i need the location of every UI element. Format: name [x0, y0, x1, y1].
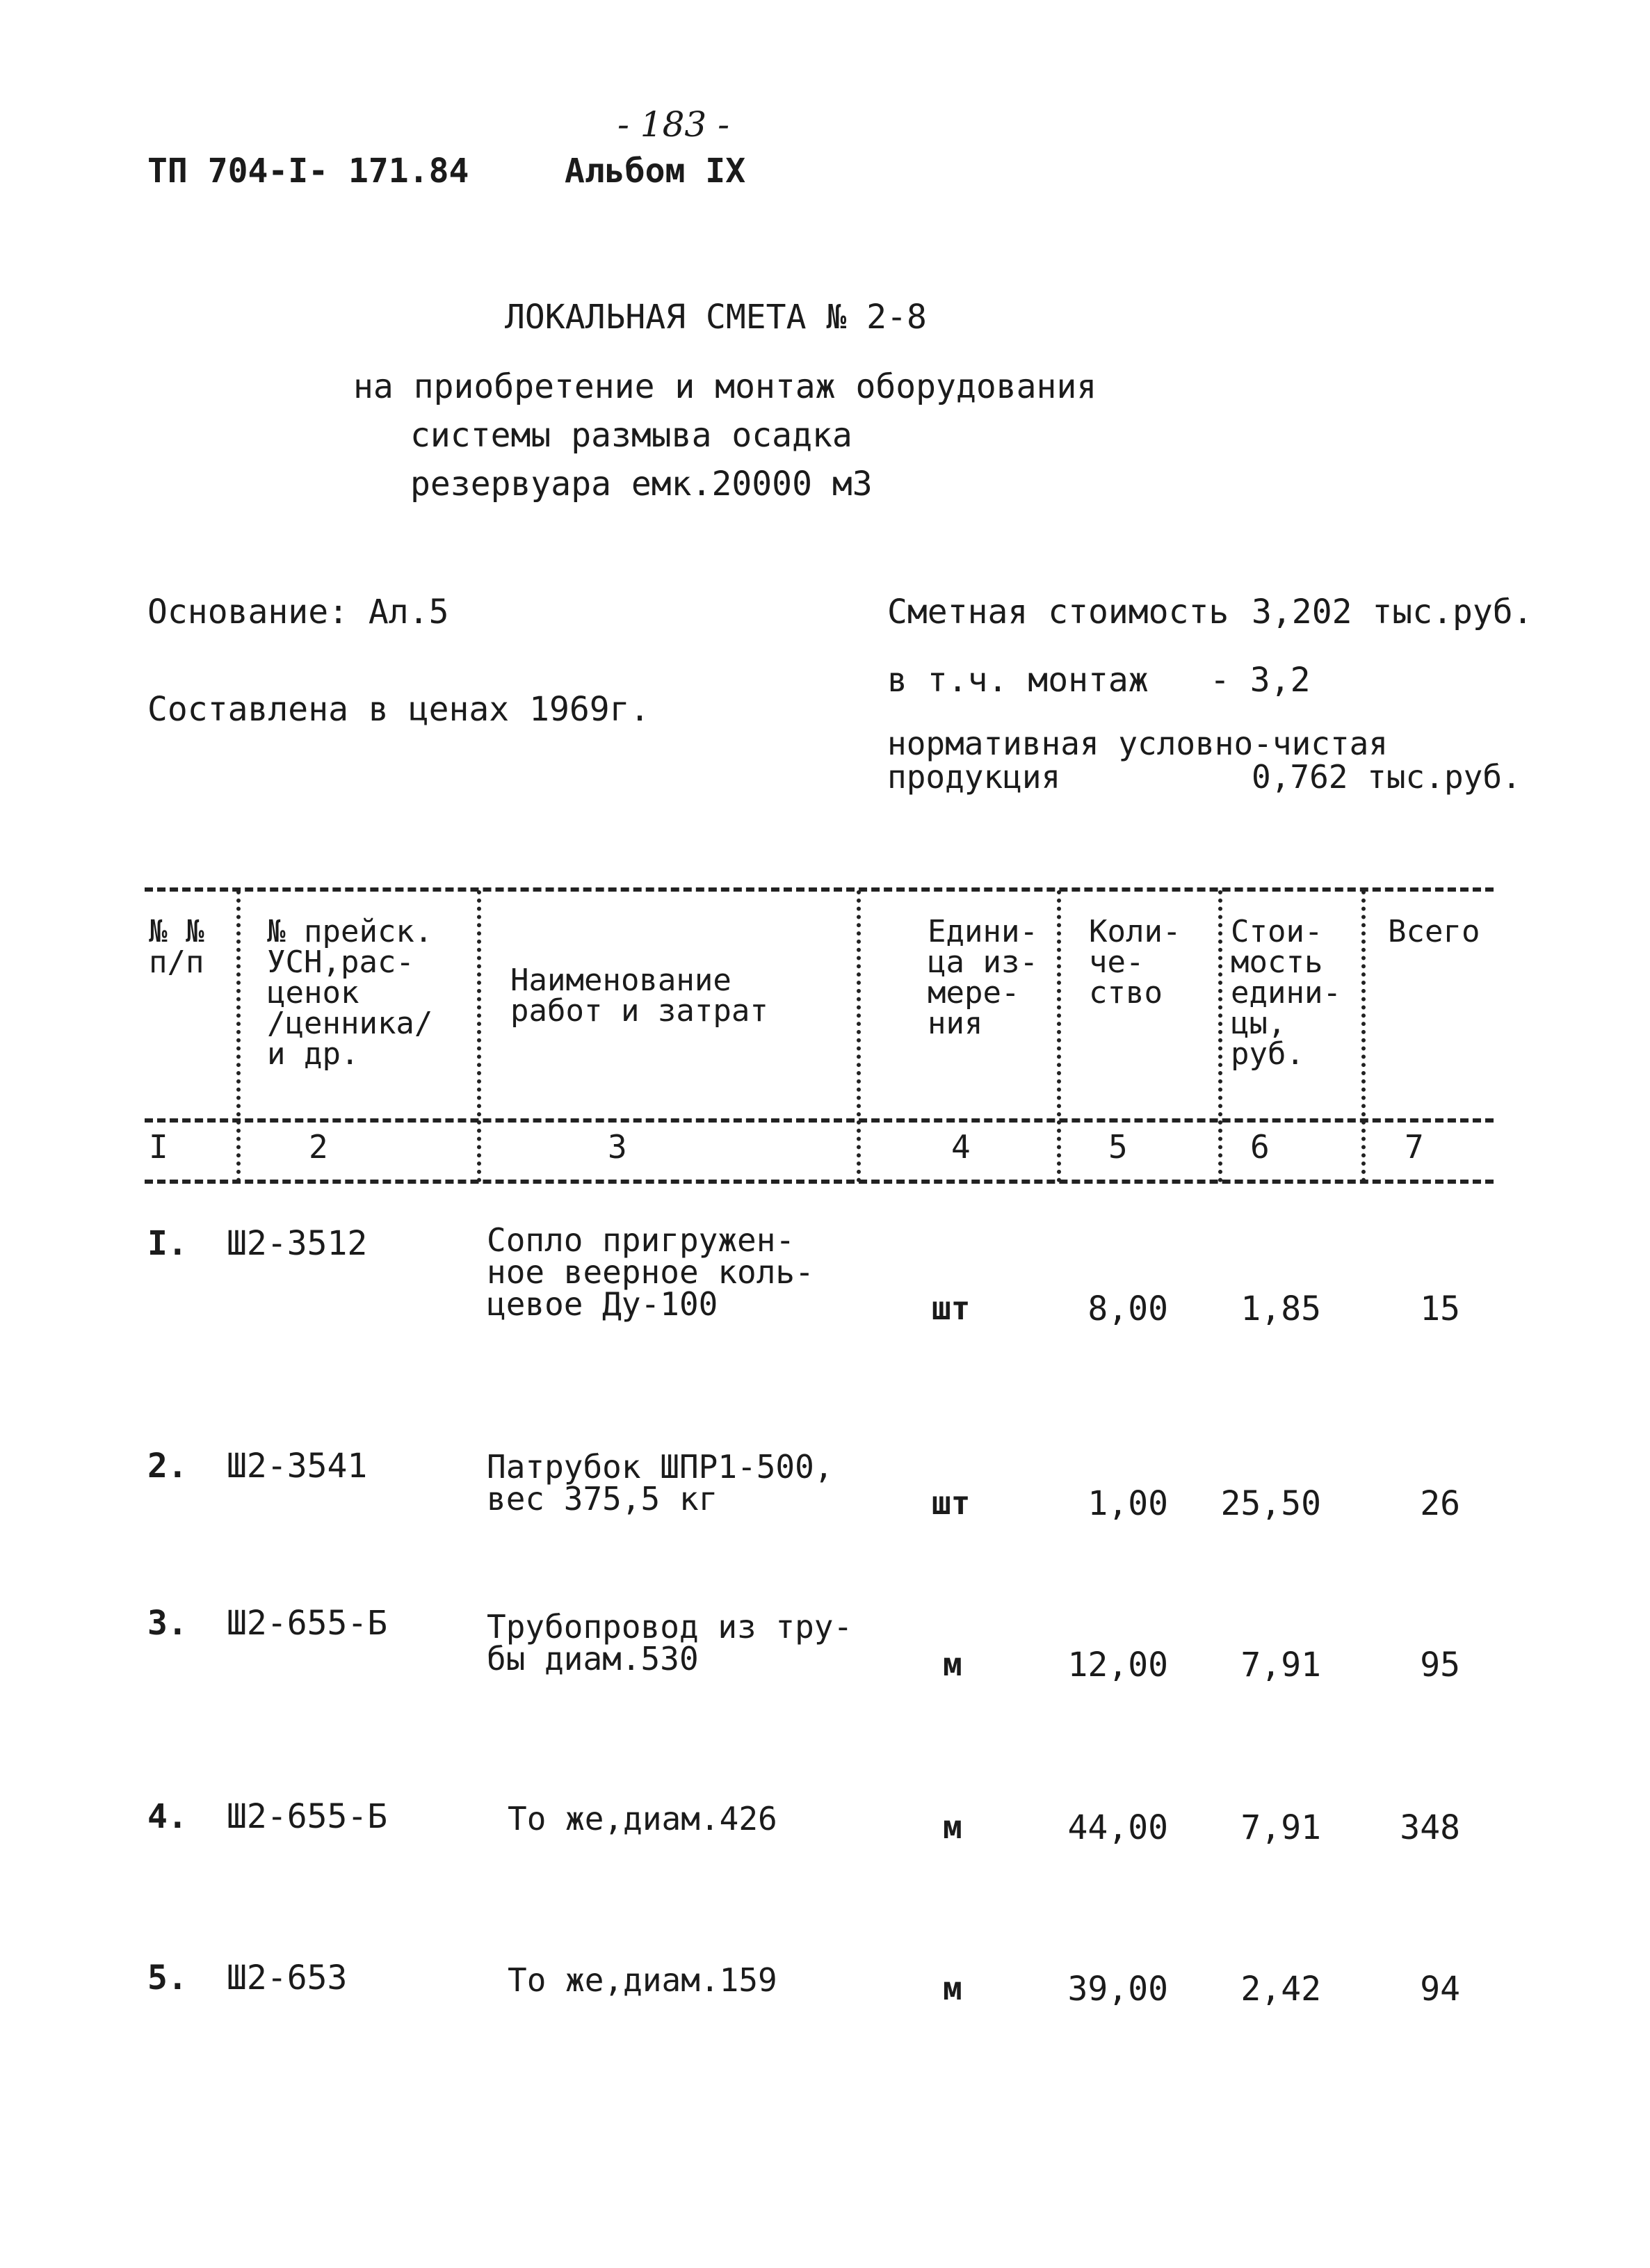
- estimate-title: ЛОКАЛЬНАЯ СМЕТА № 2-8: [505, 298, 927, 337]
- row-number: I.: [147, 1224, 188, 1263]
- column-separator-4: [1057, 890, 1061, 1182]
- header-price-list-ref: № прейск. УСН,рас- ценок /ценника/ и др.: [267, 914, 433, 1072]
- column-number-2: 2: [309, 1128, 328, 1166]
- estimated-cost-label: Сметная стоимость: [887, 593, 1229, 632]
- prices-year-text: Составлена в ценах 1969г.: [147, 690, 650, 729]
- row-unit: м: [943, 1808, 962, 1846]
- header-total: Всего: [1388, 914, 1480, 949]
- column-number-7: 7: [1405, 1128, 1424, 1166]
- net-production-label: нормативная условно-чистая: [887, 725, 1389, 762]
- row-name: Трубопровод из тру- бы диам.530: [487, 1608, 853, 1678]
- row-quantity: 44,00: [1067, 1808, 1168, 1847]
- row-code: Ш2-653: [227, 1959, 348, 1997]
- row-quantity: 1,00: [1087, 1484, 1168, 1523]
- estimated-cost-value: 3,202 тыс.руб.: [1252, 593, 1533, 632]
- row-name: То же,диам.159: [508, 1961, 777, 1999]
- net-production-value: 0,762 тыс.руб.: [1252, 758, 1521, 796]
- row-name: Патрубок ШПР1-500, вес 375,5 кг: [487, 1448, 834, 1518]
- basis-text: Основание: Ал.5: [147, 593, 449, 632]
- column-separator-1: [236, 890, 241, 1182]
- row-code: Ш2-655-Б: [227, 1604, 388, 1643]
- estimate-subtitle-line1: на приобретение и монтаж оборудования: [353, 367, 1097, 406]
- row-number: 2.: [147, 1447, 188, 1486]
- net-production-label-2: продукция: [887, 758, 1061, 796]
- row-unit-price: 7,91: [1240, 1646, 1321, 1684]
- row-total: 95: [1420, 1646, 1460, 1684]
- row-unit: м: [943, 1646, 962, 1683]
- header-unit-cost: Стои- мость едини- цы, руб.: [1231, 914, 1341, 1072]
- row-code: Ш2-3541: [227, 1447, 368, 1486]
- column-number-6: 6: [1250, 1128, 1270, 1166]
- album-label: Альбом IX: [565, 152, 746, 191]
- column-number-4: 4: [951, 1128, 971, 1166]
- estimate-subtitle-line3: резервуара емк.20000 м3: [410, 465, 873, 504]
- document-code: ТП 704-I- 171.84: [147, 152, 469, 191]
- row-unit-price: 1,85: [1240, 1289, 1321, 1328]
- row-unit: шт: [932, 1484, 971, 1522]
- row-number: 4.: [147, 1797, 188, 1836]
- row-quantity: 39,00: [1067, 1970, 1168, 2009]
- installation-value: - 3,2: [1210, 661, 1311, 700]
- table-number-rule: [145, 1180, 1494, 1184]
- row-name: Сопло пригружен- ное веерное коль- цевое Ду-100: [487, 1221, 814, 1323]
- column-separator-5: [1218, 890, 1222, 1182]
- installation-label: в т.ч. монтаж: [887, 661, 1149, 700]
- column-number-3: 3: [608, 1128, 627, 1166]
- row-total: 94: [1420, 1970, 1460, 2009]
- header-quantity: Коли- че- ство: [1089, 914, 1181, 1011]
- column-separator-2: [477, 890, 481, 1182]
- estimate-subtitle-line2: системы размыва осадка: [410, 416, 852, 455]
- row-total: 26: [1420, 1484, 1460, 1523]
- column-number-1: I: [149, 1128, 168, 1166]
- column-number-5: 5: [1108, 1128, 1128, 1166]
- row-unit-price: 25,50: [1220, 1484, 1321, 1523]
- column-separator-6: [1361, 890, 1366, 1182]
- header-unit: Едини- ца из- мере- ния: [928, 914, 1038, 1041]
- header-item-number: № № п/п: [149, 914, 204, 980]
- table-top-rule: [145, 887, 1494, 892]
- row-number: 3.: [147, 1604, 188, 1643]
- row-total: 348: [1400, 1808, 1460, 1847]
- row-number: 5.: [147, 1959, 188, 1997]
- row-code: Ш2-3512: [227, 1224, 368, 1263]
- row-unit: м: [943, 1970, 962, 2007]
- row-unit: шт: [932, 1289, 971, 1327]
- row-unit-price: 2,42: [1240, 1970, 1321, 2009]
- row-quantity: 12,00: [1067, 1646, 1168, 1684]
- row-code: Ш2-655-Б: [227, 1797, 388, 1836]
- row-unit-price: 7,91: [1240, 1808, 1321, 1847]
- column-separator-3: [857, 890, 861, 1182]
- header-work-name: Наименование работ и затрат: [510, 963, 768, 1029]
- row-quantity: 8,00: [1087, 1289, 1168, 1328]
- row-name: То же,диам.426: [508, 1800, 777, 1837]
- table-header-rule: [145, 1118, 1494, 1123]
- page-number: - 183 -: [617, 104, 730, 145]
- row-total: 15: [1420, 1289, 1460, 1328]
